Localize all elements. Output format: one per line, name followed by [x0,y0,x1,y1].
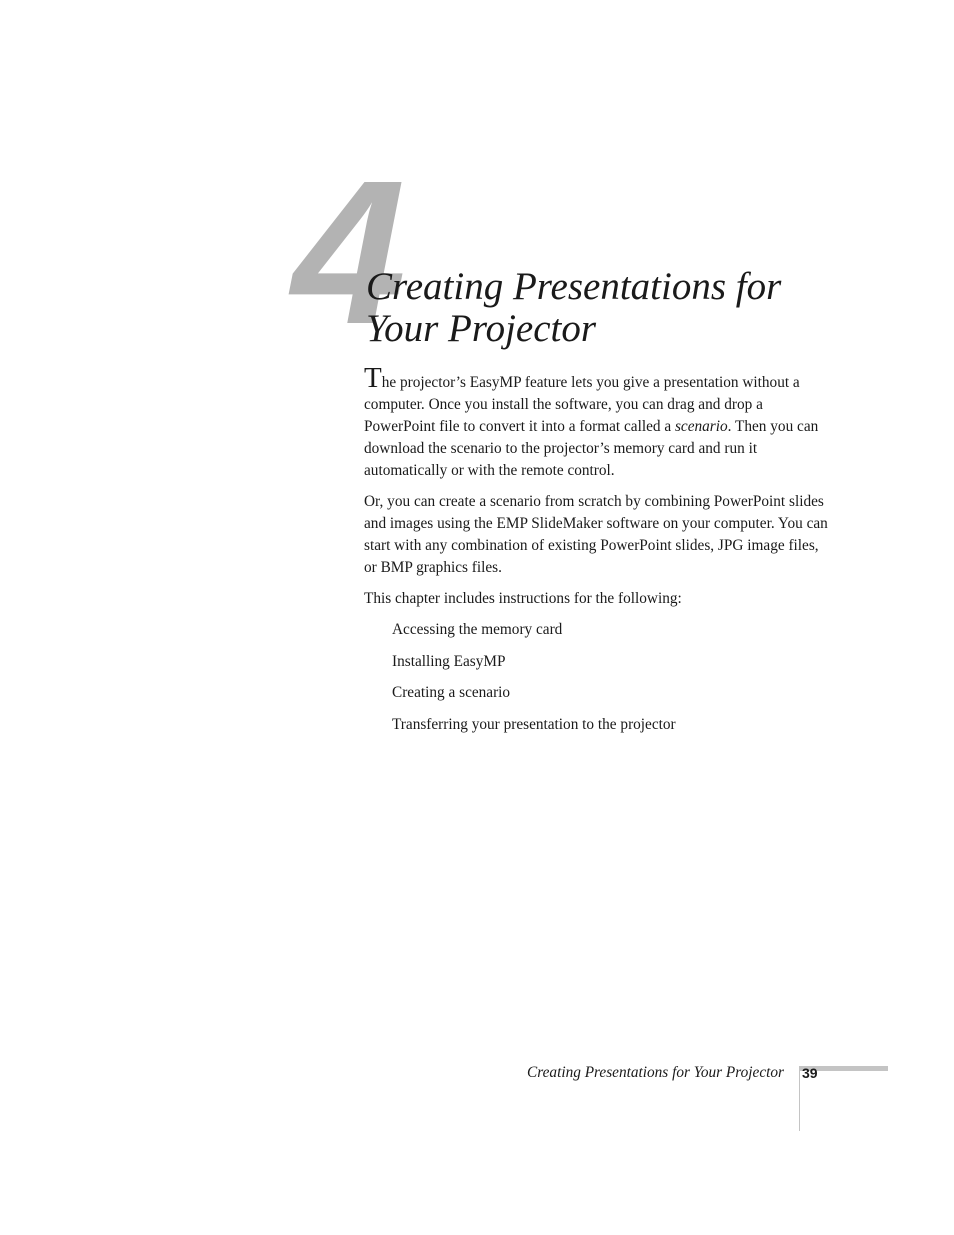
chapter-body [364,362,834,745]
scenario-term: scenario [674,418,728,435]
drop-cap: T [364,362,382,394]
list-item: Transferring your presentation to the projector [392,715,676,733]
intro-text-b: . Then you can download the scenario to the projector’s memory card and run it automatically or with the remote control. [364,418,819,479]
page-number: 39 [802,1065,818,1081]
topics-list [364,619,834,736]
chapter-title-line-2: Your Projector [366,307,597,350]
chapter-number: 4 [292,138,403,367]
scratch-paragraph: Or, you can create a scenario from scratch by combining PowerPoint slides and images using the EMP SlideMaker software on your computer. You can start with any combination of existing PowerPoint slides, JPG image files, or BMP graphics files. [364,493,828,576]
intro-paragraph [364,362,834,482]
list-item: Installing EasyMP [392,652,506,670]
chapter-title-line-1: Creating Presentations for [366,265,782,308]
chapter-title [366,266,866,350]
footer-rule [799,1066,800,1131]
list-item: Creating a scenario [392,684,511,701]
list-item: Accessing the memory card [392,621,563,638]
footer-chapter-title: Creating Presentations for Your Projector [527,1064,784,1081]
intro-text-a: he projector’s EasyMP feature lets you give a presentation without a computer. Once you install the software, you can drag and drop a PowerPoint file to convert it into a format called a [364,374,800,435]
list-intro-paragraph: This chapter includes instructions for the following: [364,590,682,607]
